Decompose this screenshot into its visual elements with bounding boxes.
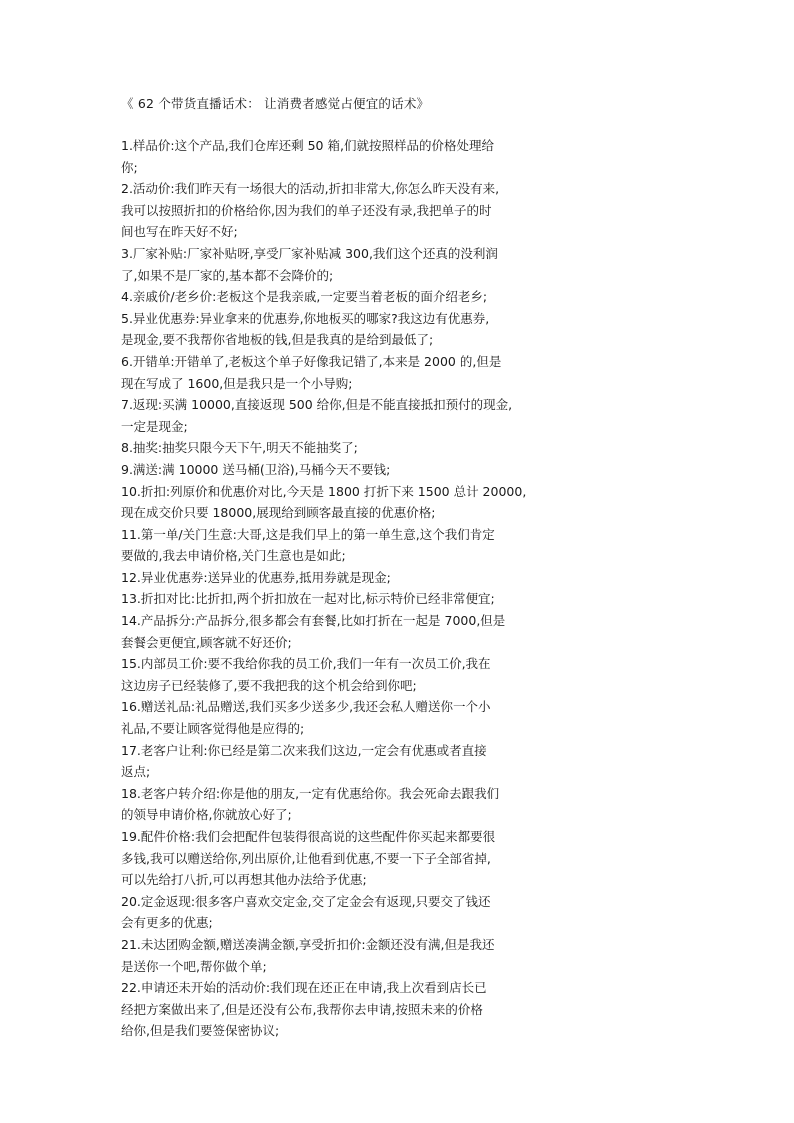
- text-line: 一定是现金;: [121, 418, 188, 434]
- text-line: 1.样品价:这个产品,我们仓库还剩 50 箱,们就按照样品的价格处理给: [121, 138, 494, 153]
- text-line: 22.申请还未开始的活动价:我们现在还正在申请,我上次看到店长已: [121, 980, 487, 996]
- text-line: 现在写成了 1600,但是我只是一个小导购;: [121, 375, 353, 391]
- text-line: 10.折扣:列原价和优惠价对比,今天是 1800 打折下来 1500 总计 20000,: [121, 483, 527, 499]
- document-title: 《 62 个带货直播话术： 让消费者感觉占便宜的话术》: [121, 96, 430, 111]
- text-line: 套餐会更便宜,顾客就不好还价;: [121, 634, 292, 650]
- text-line: 8.抽奖:抽奖只限今天下午,明天不能抽奖了;: [121, 440, 358, 456]
- text-line: 12.异业优惠券:送异业的优惠券,抵用券就是现金;: [121, 569, 391, 585]
- text-line: 21.未达团购金额,赠送凑满金额,享受折扣价:金额还没有满,但是我还: [121, 936, 495, 952]
- text-line: 会有更多的优惠;: [121, 915, 213, 931]
- text-line: 19.配件价格:我们会把配件包装得很高说的这些配件你买起来都要很: [121, 829, 496, 844]
- text-line: 16.赠送礼品:礼品赠送,我们买多少送多少,我还会私人赠送你一个小: [121, 699, 491, 715]
- text-line: 15.内部员工价:要不我给你我的员工价,我们一年有一次员工价,我在: [121, 656, 491, 672]
- text-line: 要做的,我去申请价格,关门生意也是如此;: [121, 548, 346, 564]
- text-line: 可以先给打八折,可以再想其他办法给予优惠;: [121, 872, 367, 888]
- text-line: 7.返现:买满 10000,直接返现 500 给你,但是不能直接抵扣预付的现金,: [121, 397, 513, 413]
- text-line: 的领导申请价格,你就放心好了;: [121, 807, 292, 823]
- text-line: 间也写在昨天好不好;: [121, 224, 238, 240]
- text-line: 9.满送:满 10000 送马桶(卫浴),马桶今天不要钱;: [121, 461, 391, 477]
- text-line: 是送你一个吧,帮你做个单;: [121, 958, 267, 974]
- text-line: 11.第一单/关门生意:大哥,这是我们早上的第一单生意,这个我们肯定: [121, 526, 495, 542]
- text-line: 是现金,要不我帮你省地板的钱,但是我真的是给到最低了;: [121, 332, 434, 348]
- text-line: 礼品,不要让顾客觉得他是应得的;: [121, 721, 305, 737]
- text-line: 返点;: [121, 764, 151, 780]
- text-line: 2.活动价:我们昨天有一场很大的活动,折扣非常大,你怎么昨天没有来,: [121, 181, 500, 197]
- text-line: 18.老客户转介绍:你是他的朋友,一定有优惠给你。我会死命去跟我们: [121, 785, 500, 801]
- text-line: 给你,但是我们要签保密协议;: [121, 1023, 280, 1039]
- text-line: 14.产品拆分:产品拆分,很多都会有套餐,比如打折在一起是 7000,但是: [121, 613, 506, 629]
- text-line: 6.开错单:开错单了,老板这个单子好像我记错了,本来是 2000 的,但是: [121, 353, 502, 369]
- text-line: 这边房子已经装修了,要不我把我的这个机会给到你吧;: [121, 677, 417, 693]
- text-line: 4.亲戚价/老乡价:老板这个是我亲戚,一定要当着老板的面介绍老乡;: [121, 289, 488, 305]
- text-line: 5.异业优惠券:异业拿来的优惠券,你地板买的哪家?我这边有优惠券,: [121, 310, 490, 326]
- document-body: [121, 135, 566, 1042]
- text-line: 了,如果不是厂家的,基本都不会降价的;: [121, 267, 334, 283]
- text-line: 你;: [121, 159, 138, 175]
- text-line: 多钱,我可以赠送给你,列出原价,让他看到优惠,不要一下子全部省掉,: [121, 850, 491, 866]
- text-line: 现在成交价只要 18000,展现给到顾客最直接的优惠价格;: [121, 505, 436, 521]
- text-line: 3.厂家补贴:厂家补贴呀,享受厂家补贴减 300,我们这个还真的没利润: [121, 245, 498, 261]
- text-line: 经把方案做出来了,但是还没有公布,我帮你去申请,按照未来的价格: [121, 1001, 483, 1017]
- text-line: 我可以按照折扣的价格给你,因为我们的单子还没有录,我把单子的时: [121, 202, 492, 218]
- text-line: 17.老客户让利:你已经是第二次来我们这边,一定会有优惠或者直接: [121, 742, 487, 758]
- text-line: 13.折扣对比:比折扣,两个折扣放在一起对比,标示特价已经非常便宜;: [121, 591, 495, 607]
- text-line: 20.定金返现:很多客户喜欢交定金,交了定金会有返现,只要交了钱还: [121, 893, 491, 909]
